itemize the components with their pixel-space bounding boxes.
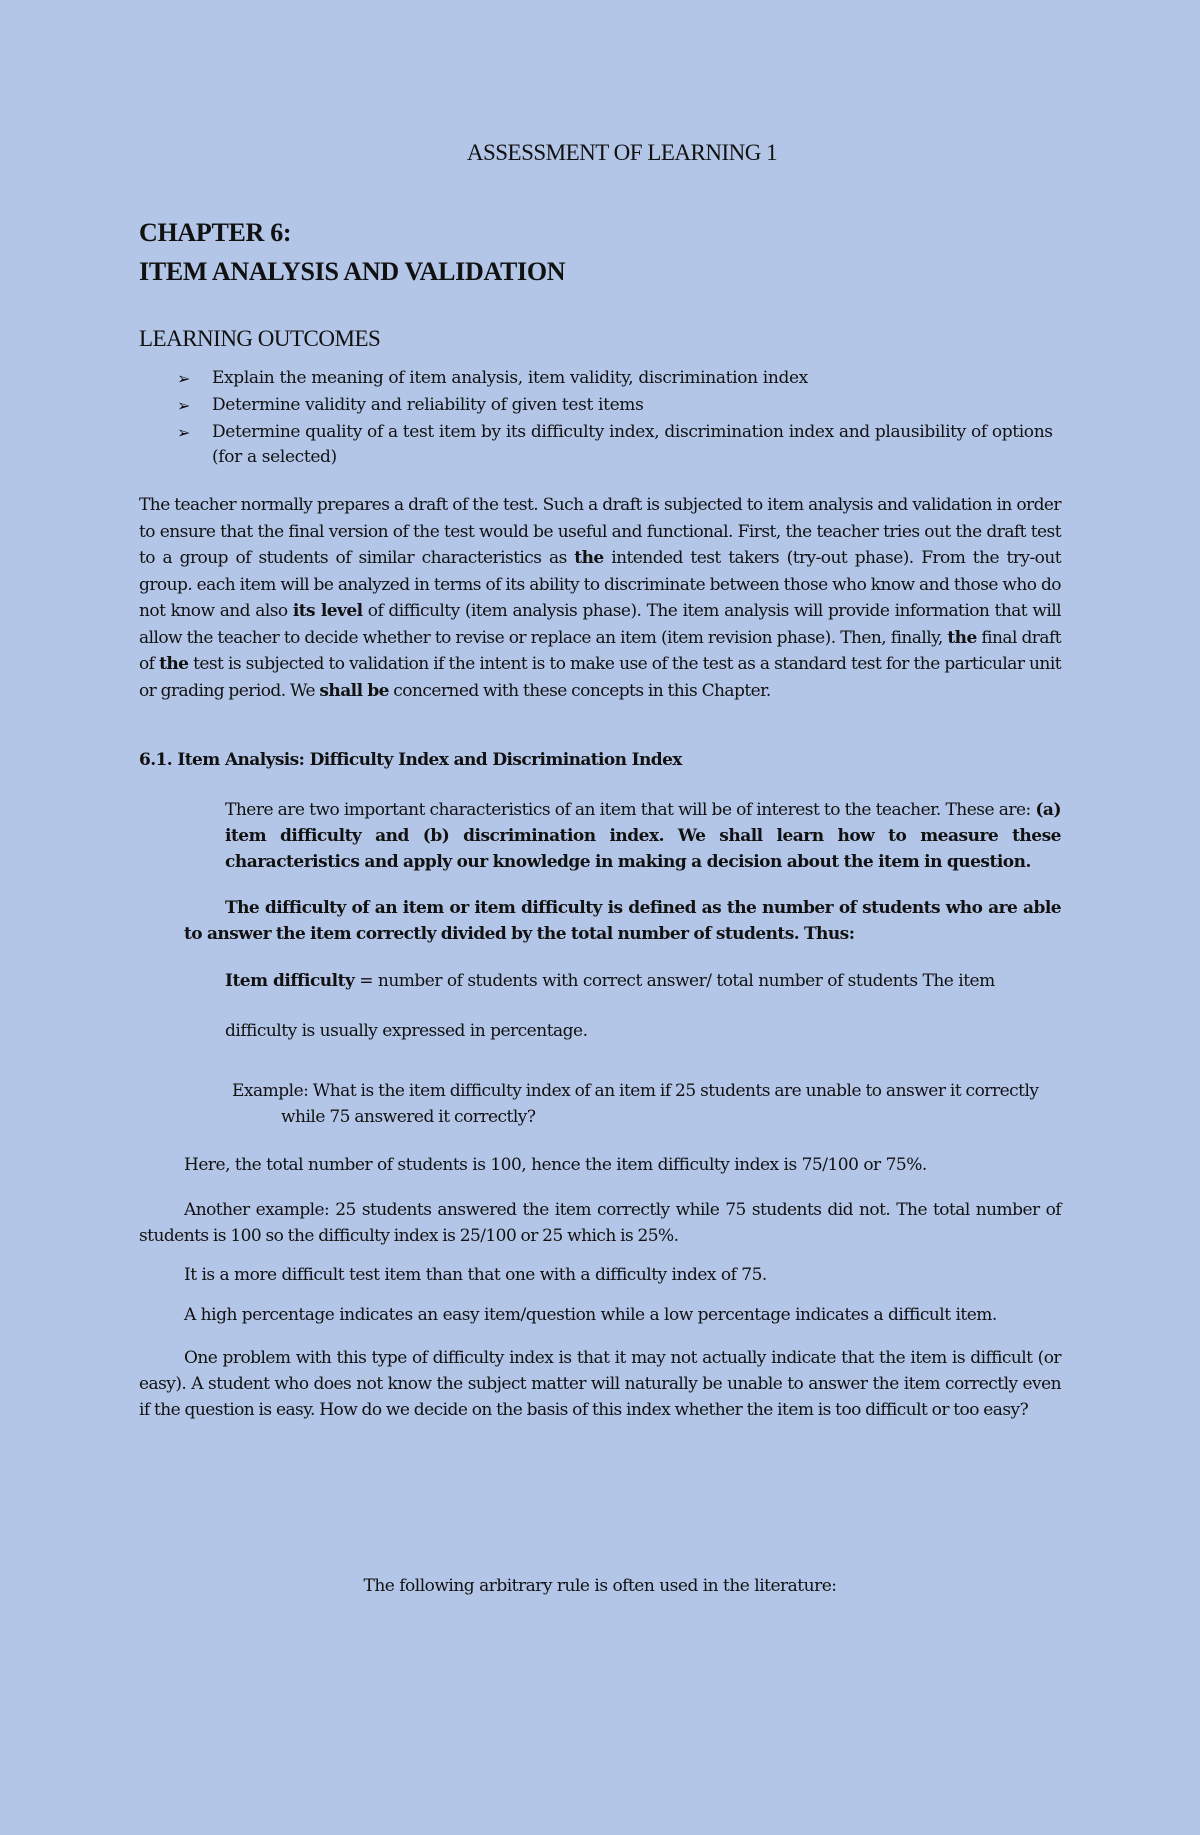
intro-text: concerned with these concepts in this Chapter. [388,680,771,701]
learning-outcomes-heading: LEARNING OUTCOMES [139,326,381,351]
chapter-title: ITEM ANALYSIS AND VALIDATION [139,257,566,286]
two-characteristics-paragraph [225,797,1061,875]
intro-paragraph [139,492,1061,704]
intro-bold-text: its level [292,601,363,621]
intro-text: The teacher normally prepares a draft of the test. Such a draft is subjected to item analysis and validation in order to ensure that the final version of the test would be useful and functional. First, the teacher tries out the draft test to a group of students of similar characteristics as [139,495,1061,568]
intro-text: test is subjected to validation if the intent is to make use of the test as a standard test for the particular unit or grading period. We [139,654,1061,701]
learning-outcome-item [177,366,1061,391]
intro-bold-text: the [574,548,604,568]
chapter-number: CHAPTER 6: [139,218,292,247]
learning-outcome-item [177,420,1061,470]
intro-text: intended test takers (try-out phase). From the try-out group. each item will be analyzed in terms of its ability to discriminate between those who know and those who do not know and also [139,548,1062,621]
total-students-paragraph: Here, the total number of students is 100, hence the item difficulty index is 75/100 or 75%. [184,1155,927,1175]
example-line-2: while 75 answered it correctly? [281,1107,536,1127]
learning-outcomes-list [177,366,1061,472]
arrow-bullet-icon: ➢ [177,396,191,415]
arbitrary-rule-paragraph: The following arbitrary rule is often used in the literature: [363,1576,837,1596]
example-line-1: Example: What is the item difficulty index of an item if 25 students are unable to answer it correctly [232,1081,1039,1101]
item-difficulty-formula [225,971,995,991]
learning-outcome-item [177,393,1061,418]
intro-text: of difficulty (item analysis phase). The item analysis will provide information that will allow the teacher to decide whether to revise or replace an item (item revision phase). Then, finally, [139,601,1061,648]
difficulty-definition-paragraph: The difficulty of an item or item difficulty is defined as the number of students who are able to answer the item correctly divided by the total number of students. Thus: [184,898,1061,944]
intro-bold-text: shall be [319,680,389,701]
two-characteristics-text: There are two important characteristics of an item that will be of interest to the teacher. These are: [225,800,1036,820]
formula-label: Item difficulty [225,971,355,991]
intro-text: final draft of [139,627,1061,674]
section-heading: 6.1. Item Analysis: Difficulty Index and Discrimination Index [139,750,682,770]
formula-text: = number of students with correct answer/ total number of students The item [354,971,995,991]
example-paragraph [232,1078,1061,1130]
book-title: ASSESSMENT OF LEARNING 1 [466,140,778,165]
learning-outcome-text: Determine quality of a test item by its difficulty index, discrimination index and plausibility of options (for a selected) [212,422,1053,467]
intro-bold-text: the [947,627,977,648]
another-example-paragraph: Another example: 25 students answered the item correctly while 75 students did not. The total number of students is 100 so the difficulty index is 25/100 or 25 which is 25%. [139,1200,1061,1246]
two-characteristics-bold-text: (a) item difficulty and (b) discrimination index. We shall learn how to measure these characteristics and apply our knowledge in making a decision about the item in question. [225,800,1061,872]
intro-bold-text: the [159,654,189,674]
arrow-bullet-icon: ➢ [177,369,191,388]
high-percentage-paragraph: A high percentage indicates an easy item/question while a low percentage indicates a difficult item. [184,1305,997,1325]
problem-paragraph: One problem with this type of difficulty index is that it may not actually indicate that the item is difficult (or easy). A student who does not know the subject matter will naturally be unable to answer the item correctly even if the question is easy. How do we decide on the basis of this index whether the item is too difficult or too easy? [139,1348,1061,1420]
arrow-bullet-icon: ➢ [177,423,191,442]
learning-outcome-text: Explain the meaning of item analysis, item validity, discrimination index [212,368,808,388]
more-difficult-paragraph: It is a more difficult test item than that one with a difficulty index of 75. [184,1265,767,1285]
learning-outcome-text: Determine validity and reliability of given test items [212,395,644,415]
expressed-in-percentage-text: difficulty is usually expressed in percentage. [225,1021,588,1041]
